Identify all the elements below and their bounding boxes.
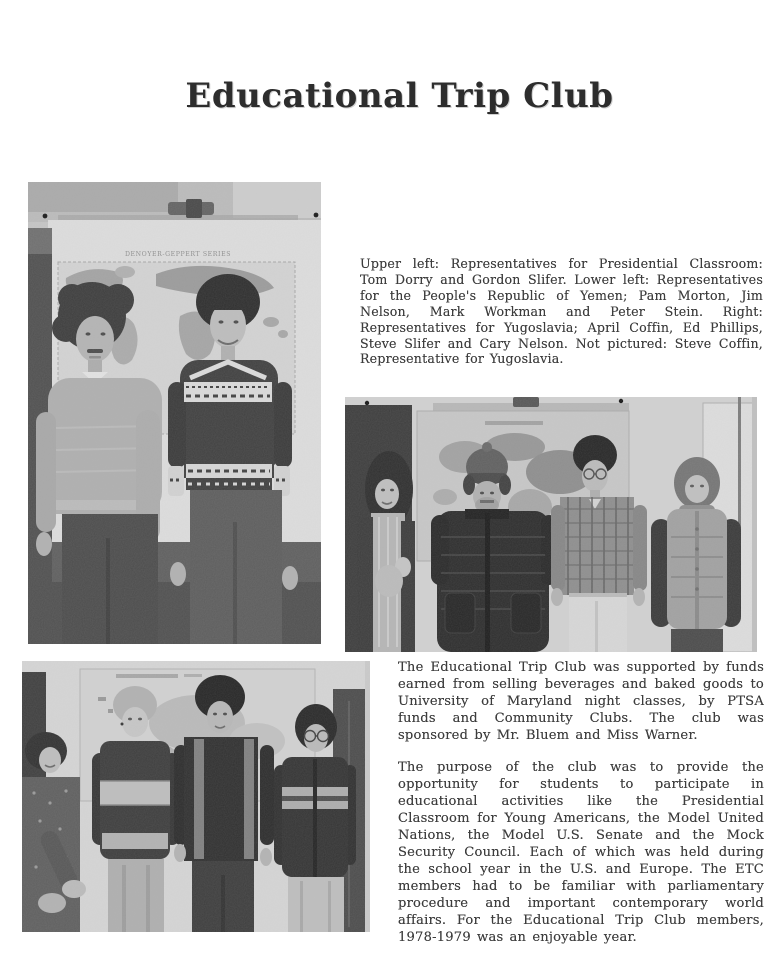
- film-grain-overlay: [28, 182, 321, 644]
- map-series-label: DENOYER-GEPPERT SERIES: [124, 251, 232, 258]
- body-paragraph-1: The Educational Trip Club was supported by funds earned from selling beverages and baked goods to University of Maryland night classes, by PTSA funds and Community Clubs. The club was sponsored by Mr. Bluem and Miss Warner.: [398, 660, 764, 743]
- photo-caption: Upper left: Representatives for Presidential Classroom: Tom Dorry and Gordon Slifer. Lower left: Representatives for the People's Republic of Yemen; Pam Morton, Jim Nelson, Mark Workman and Peter Stein. Right: Representatives for Yugoslavia; April Coffin, Ed Phillips, Steve Slifer and Cary Nelson. Not pictured: Steve Coffin, Representative for Yugoslavia.: [360, 256, 763, 367]
- photo-lower-left: [22, 661, 370, 932]
- film-grain-overlay: [22, 661, 370, 932]
- body-text: [398, 659, 764, 961]
- photo-right: [345, 397, 757, 652]
- film-grain-overlay: [345, 397, 757, 652]
- page-title: Educational Trip Club: [185, 76, 614, 116]
- photo-upper-left: [28, 182, 321, 644]
- photo-right-art: [345, 397, 757, 652]
- photo-upper-left-art: [28, 182, 321, 644]
- body-paragraph-2: The purpose of the club was to provide the opportunity for students to participate in educational activities like the Presidential Classroom for Young Americans, the Model United Nations, the Model U.S. Senate and the Mock Security Council. Each of which was held during the school year in the U.S. and Europe. The ETC members had to be familiar with parliamentary procedure and important contemporary world affairs. For the Educational Trip Club members, 1978-1979 was an enjoyable year.: [398, 760, 764, 945]
- photo-lower-left-art: [22, 661, 370, 932]
